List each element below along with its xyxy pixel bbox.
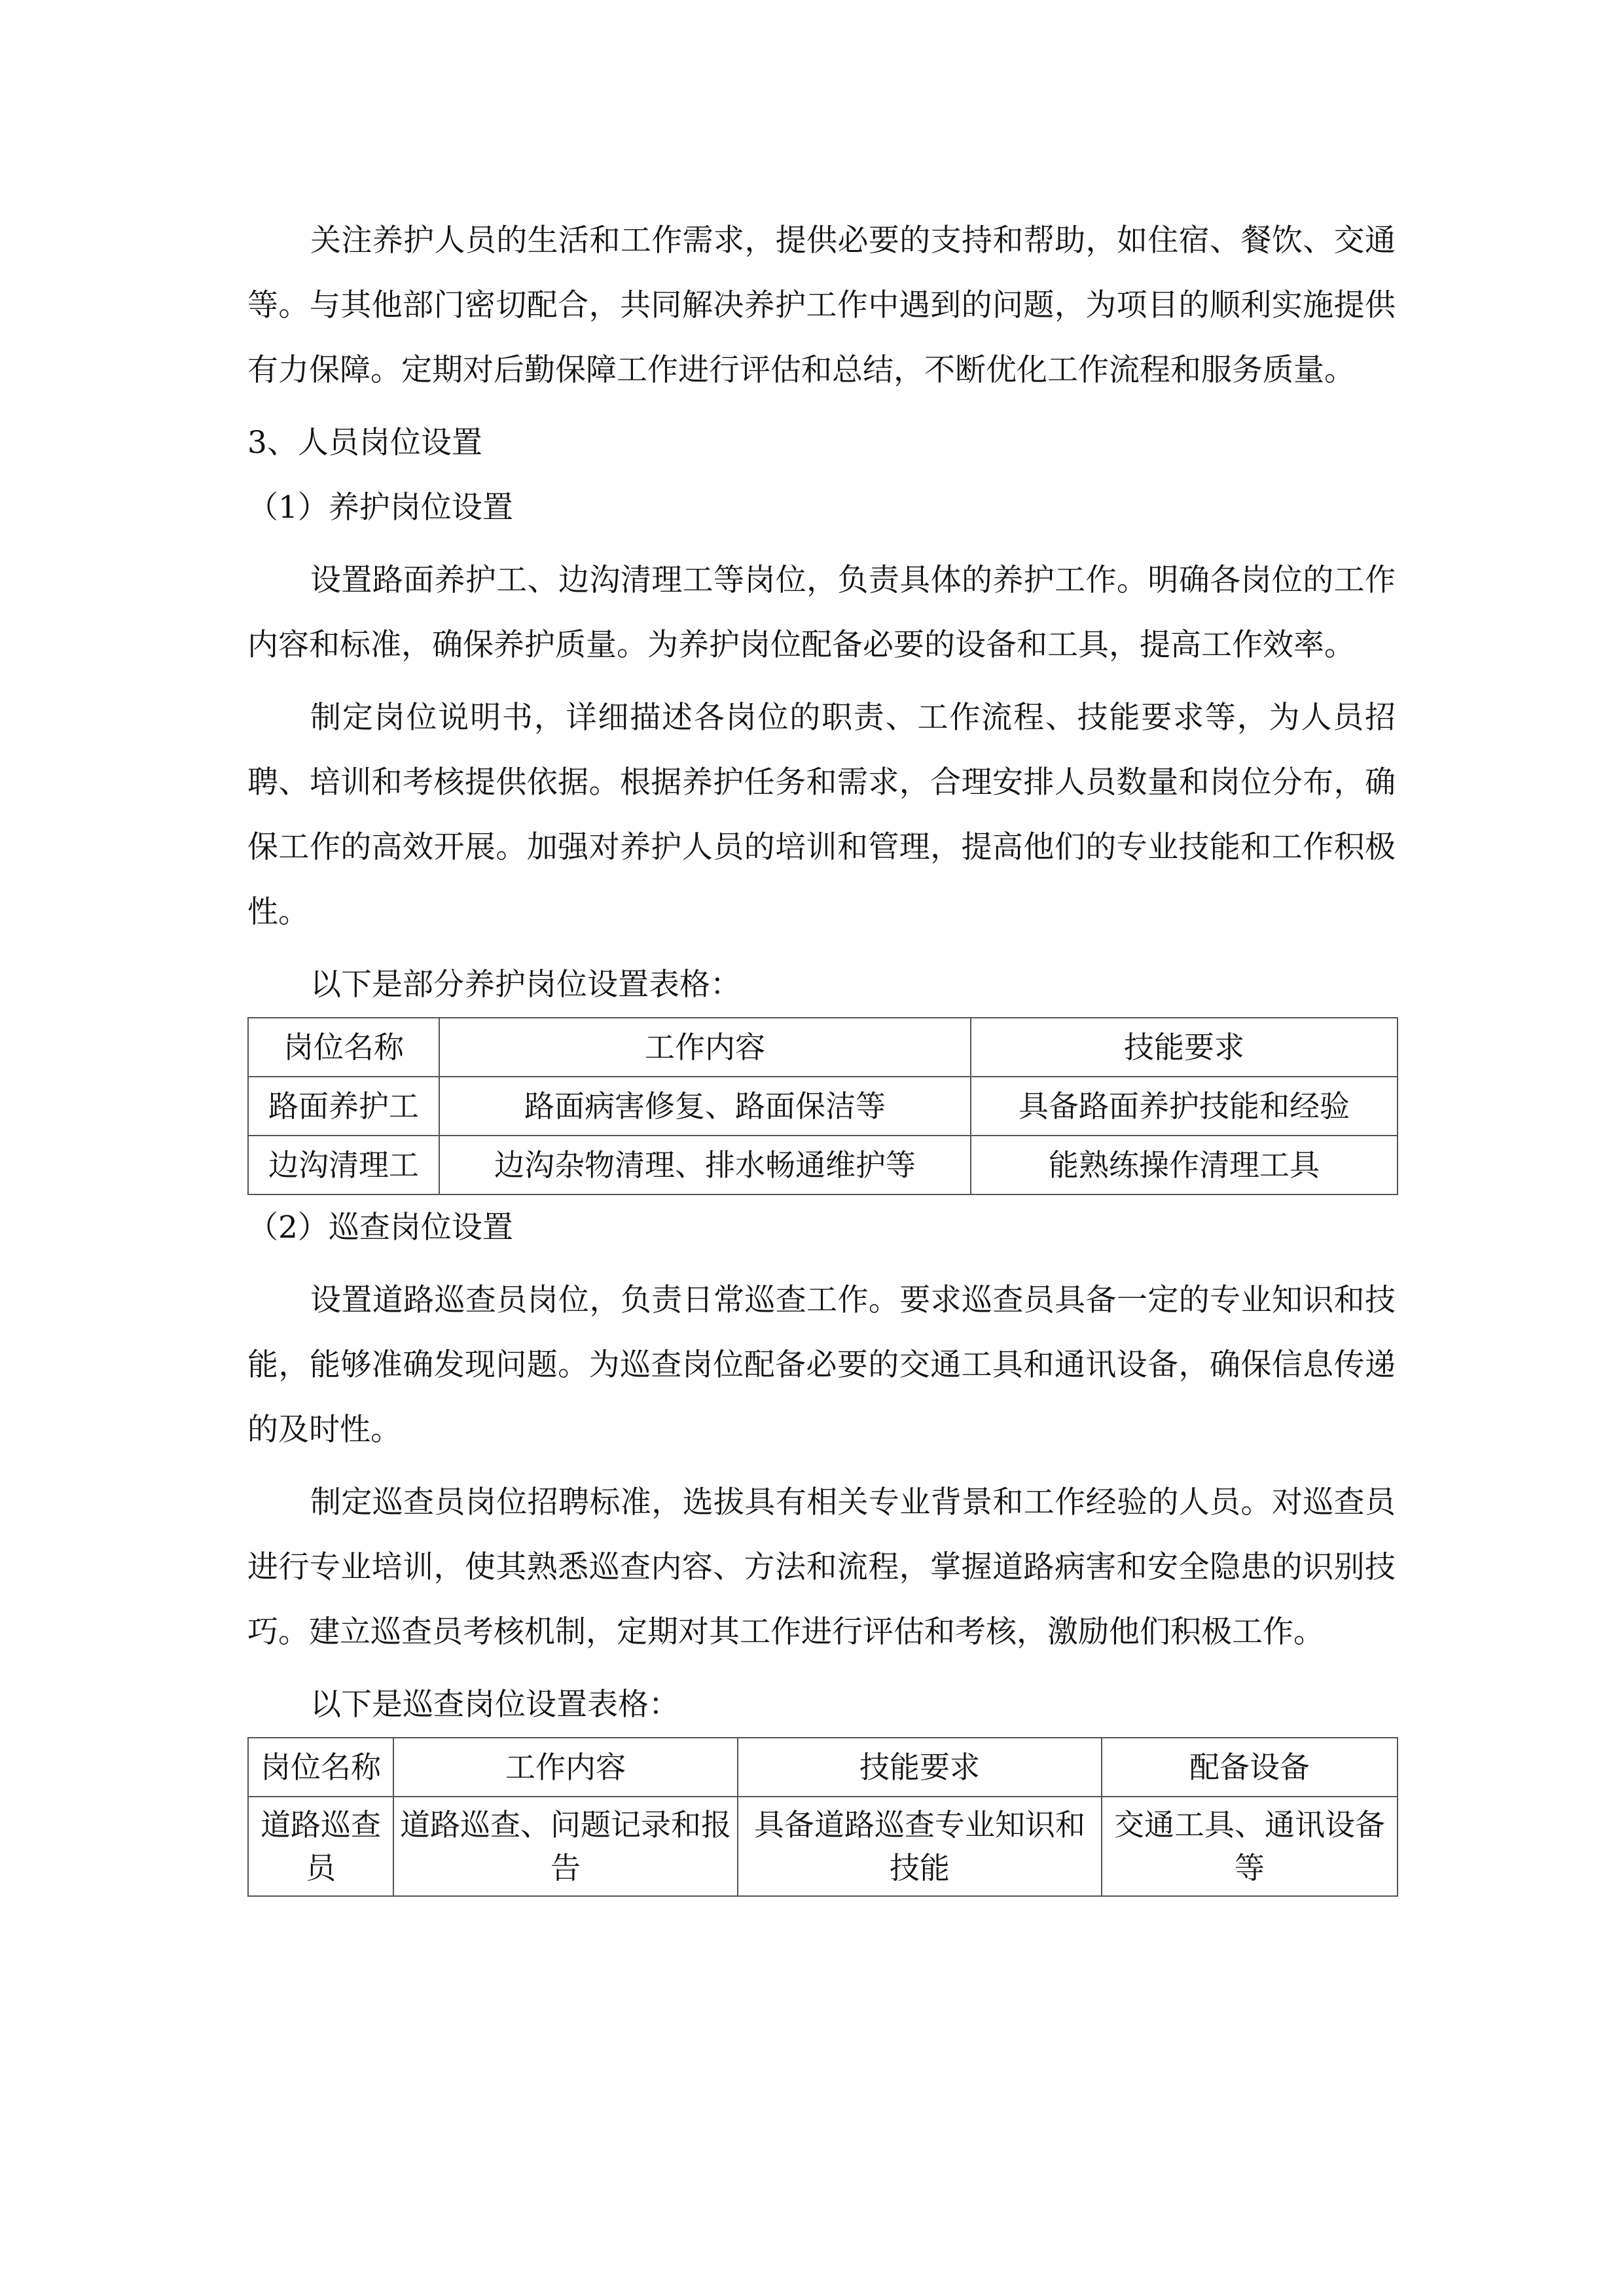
table2-intro: 以下是巡查岗位设置表格： [310,1687,679,1723]
subsection-heading-maintenance: （1）养护岗位设置 [247,490,513,526]
table-cell: 具备道路巡查专业知识和技能 [738,1797,1102,1896]
table-cell: 具备路面养护技能和经验 [971,1077,1398,1136]
maintenance-posts-table [247,1017,1398,1195]
paragraph-logistics: 关注养护人员的生活和工作需求，提供必要的支持和帮助，如住宿、餐饮、交通等。与其他部门密切配合，共同解决养护工作中遇到的问题，为项目的顺利实施提供有力保障。定期对后勤保障工作进行评估和总结，不断优化工作流程和服务质量。 [247,223,1396,388]
table-cell: 路面病害修复、路面保洁等 [439,1077,971,1136]
subsection-heading-patrol: （2）巡查岗位设置 [247,1210,513,1246]
table-header-cell: 技能要求 [971,1018,1398,1077]
patrol-posts-table [247,1737,1398,1897]
table-cell: 交通工具、通讯设备等 [1102,1797,1398,1896]
table-header-cell: 岗位名称 [248,1738,393,1797]
table-cell: 边沟杂物清理、排水畅通维护等 [439,1136,971,1194]
table-cell: 路面养护工 [248,1077,439,1136]
table-cell: 道路巡查、问题记录和报告 [393,1797,738,1896]
table-cell: 道路巡查员 [248,1797,393,1896]
table-header-cell: 工作内容 [439,1018,971,1077]
paragraph-patrol-posts: 设置道路巡查员岗位，负责日常巡查工作。要求巡查员具备一定的专业知识和技能，能够准确发现问题。为巡查岗位配备必要的交通工具和通讯设备，确保信息传递的及时性。 [247,1282,1396,1448]
paragraph-job-descriptions: 制定岗位说明书，详细描述各岗位的职责、工作流程、技能要求等，为人员招聘、培训和考核提供依据。根据养护任务和需求，合理安排人员数量和岗位分布，确保工作的高效开展。加强对养护人员的培训和管理，提高他们的专业技能和工作积极性。 [247,700,1396,930]
paragraph-patrol-recruitment: 制定巡查员岗位招聘标准，选拔具有相关专业背景和工作经验的人员。对巡查员进行专业培训，使其熟悉巡查内容、方法和流程，掌握道路病害和安全隐患的识别技巧。建立巡查员考核机制，定期对其工作进行评估和考核，激励他们积极工作。 [247,1484,1396,1650]
table-header-cell: 岗位名称 [248,1018,439,1077]
table-header-row [248,1738,1398,1797]
section-heading-staffing: 3、人员岗位设置 [247,425,482,461]
table-row [248,1077,1398,1136]
table-row [248,1797,1398,1896]
table-header-cell: 配备设备 [1102,1738,1398,1797]
page-content [247,208,1396,1897]
table-header-row [248,1018,1398,1077]
table-header-cell: 工作内容 [393,1738,738,1797]
table1-intro: 以下是部分养护岗位设置表格： [310,967,741,1003]
paragraph-maintenance-posts: 设置路面养护工、边沟清理工等岗位，负责具体的养护工作。明确各岗位的工作内容和标准，确保养护质量。为养护岗位配备必要的设备和工具，提高工作效率。 [247,562,1396,663]
table-header-cell: 技能要求 [738,1738,1102,1797]
table-cell: 边沟清理工 [248,1136,439,1194]
table-cell: 能熟练操作清理工具 [971,1136,1398,1194]
table-row [248,1136,1398,1194]
